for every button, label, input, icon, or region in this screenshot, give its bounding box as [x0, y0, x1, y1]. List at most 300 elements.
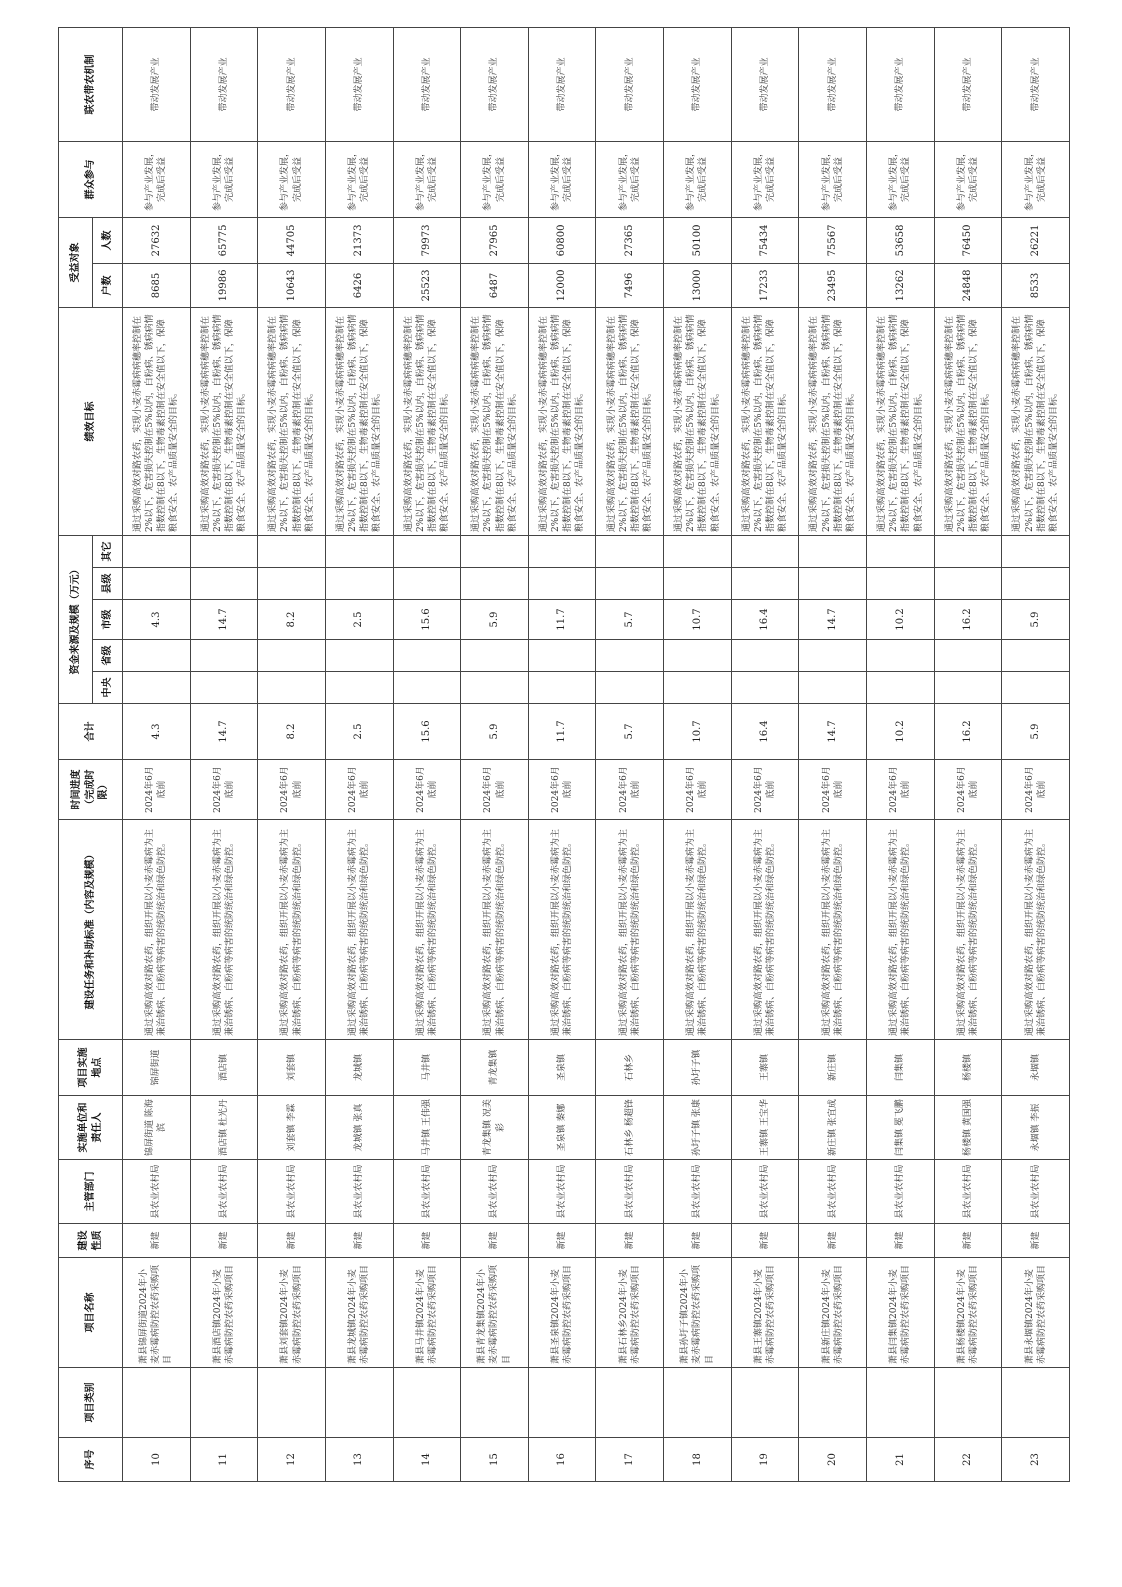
- cell-nature: 新建: [190, 1224, 258, 1258]
- cell-total: 5.9: [461, 704, 529, 760]
- cell-name: 萧县闫集镇2024年小麦赤霉病防控农药采购项目: [867, 1258, 935, 1368]
- cell-households: 12000: [528, 263, 596, 307]
- cell-total: 11.7: [528, 704, 596, 760]
- header-name: 项目名称: [59, 1258, 123, 1368]
- cell-households: 7496: [596, 263, 664, 307]
- cell-name: 萧县刘套镇2024年小麦赤霉病防控农药采购项目: [258, 1258, 326, 1368]
- cell-households: 6426: [325, 263, 393, 307]
- cell-central: [799, 672, 867, 704]
- cell-nature: 新建: [258, 1224, 326, 1258]
- header-location: 项目实施地点: [59, 1040, 123, 1096]
- header-beneficiaries-group: 受益对象: [59, 217, 93, 307]
- cell-dept: 县农业农村局: [934, 1160, 1002, 1224]
- cell-mechanism: 带动发展产业: [461, 27, 529, 141]
- cell-task: 通过采购高效对路农药，组织开展以小麦赤霉病为主兼治锈病、白粉病等病害的统防统治和绿色防控。: [596, 820, 664, 1040]
- cell-goal: 通过采购高效对路农药，实现小麦赤霉病病穗率控制在2%以下，危害损失控制在5%以内，白粉病、锈病病情指数控制在8以下，生物毒素控制在安全值以下，保障粮食安全、农产品质量安全的目标。: [664, 307, 732, 535]
- cell-time: 2024年6月底前: [258, 760, 326, 820]
- cell-time: 2024年6月底前: [799, 760, 867, 820]
- header-other: 其它: [93, 535, 123, 567]
- cell-category: [393, 1368, 461, 1438]
- cell-people: 27365: [596, 217, 664, 263]
- cell-mechanism: 带动发展产业: [867, 27, 935, 141]
- header-central: 中央: [93, 672, 123, 704]
- cell-people: 60800: [528, 217, 596, 263]
- cell-households: 8533: [1002, 263, 1070, 307]
- cell-unit: 青龙集镇 况美彩: [461, 1096, 529, 1160]
- cell-task: 通过采购高效对路农药，组织开展以小麦赤霉病为主兼治锈病、白粉病等病害的统防统治和绿色防控。: [393, 820, 461, 1040]
- cell-participation: 参与产业发展，完成后受益: [461, 141, 529, 217]
- cell-location: 酒店镇: [190, 1040, 258, 1096]
- cell-people: 53658: [867, 217, 935, 263]
- cell-total: 5.9: [1002, 704, 1070, 760]
- cell-mechanism: 带动发展产业: [190, 27, 258, 141]
- cell-province: [123, 640, 191, 672]
- cell-name: 萧县杨楼镇2024年小麦赤霉病防控农药采购项目: [934, 1258, 1002, 1368]
- cell-unit: 闫集镇 冕飞鹏: [867, 1096, 935, 1160]
- cell-category: [867, 1368, 935, 1438]
- table-row: [190, 27, 258, 1481]
- cell-participation: 参与产业发展，完成后受益: [393, 141, 461, 217]
- cell-name: 萧县酒店镇2024年小麦赤霉病防控农药采购项目: [190, 1258, 258, 1368]
- cell-location: 圣泉镇: [528, 1040, 596, 1096]
- cell-goal: 通过采购高效对路农药，实现小麦赤霉病病穗率控制在2%以下，危害损失控制在5%以内，白粉病、锈病病情指数控制在8以下，生物毒素控制在安全值以下，保障粮食安全、农产品质量安全的目标。: [934, 307, 1002, 535]
- cell-unit: 王寨镇 王宝华: [731, 1096, 799, 1160]
- cell-goal: 通过采购高效对路农药，实现小麦赤霉病病穗率控制在2%以下，危害损失控制在5%以内，白粉病、锈病病情指数控制在8以下，生物毒素控制在安全值以下，保障粮食安全、农产品质量安全的目标。: [325, 307, 393, 535]
- cell-seq: 18: [664, 1438, 732, 1482]
- header-unit: 实施单位和责任人: [59, 1096, 123, 1160]
- header-participation: 群众参与: [59, 141, 123, 217]
- cell-total: 4.3: [123, 704, 191, 760]
- cell-dept: 县农业农村局: [799, 1160, 867, 1224]
- table-row: [393, 27, 461, 1481]
- cell-total: 14.7: [799, 704, 867, 760]
- header-total: 合计: [59, 704, 123, 760]
- cell-unit: 锦屏街道 陈海滨: [123, 1096, 191, 1160]
- cell-seq: 11: [190, 1438, 258, 1482]
- cell-other: [799, 535, 867, 567]
- cell-other: [731, 535, 799, 567]
- cell-seq: 20: [799, 1438, 867, 1482]
- cell-people: 79973: [393, 217, 461, 263]
- cell-participation: 参与产业发展，完成后受益: [664, 141, 732, 217]
- cell-county: [461, 568, 529, 600]
- cell-households: 23495: [799, 263, 867, 307]
- cell-county: [325, 568, 393, 600]
- cell-task: 通过采购高效对路农药，组织开展以小麦赤霉病为主兼治锈病、白粉病等病害的统防统治和绿色防控。: [731, 820, 799, 1040]
- cell-other: [461, 535, 529, 567]
- cell-nature: 新建: [528, 1224, 596, 1258]
- cell-city: 14.7: [799, 600, 867, 640]
- header-households: 户数: [93, 263, 123, 307]
- cell-households: 24848: [934, 263, 1002, 307]
- cell-people: 21373: [325, 217, 393, 263]
- cell-task: 通过采购高效对路农药，组织开展以小麦赤霉病为主兼治锈病、白粉病等病害的统防统治和绿色防控。: [664, 820, 732, 1040]
- cell-category: [258, 1368, 326, 1438]
- cell-unit: 石林乡 杨超锋: [596, 1096, 664, 1160]
- cell-mechanism: 带动发展产业: [393, 27, 461, 141]
- cell-unit: 孙圩子镇 张康: [664, 1096, 732, 1160]
- cell-central: [731, 672, 799, 704]
- cell-name: 萧县青龙集镇2024年小麦赤霉病防控农药采购项目: [461, 1258, 529, 1368]
- cell-participation: 参与产业发展，完成后受益: [867, 141, 935, 217]
- table-row: [528, 27, 596, 1481]
- cell-county: [393, 568, 461, 600]
- cell-total: 8.2: [258, 704, 326, 760]
- cell-goal: 通过采购高效对路农药，实现小麦赤霉病病穗率控制在2%以下，危害损失控制在5%以内，白粉病、锈病病情指数控制在8以下，生物毒素控制在安全值以下，保障粮食安全、农产品质量安全的目标。: [596, 307, 664, 535]
- cell-mechanism: 带动发展产业: [123, 27, 191, 141]
- cell-category: [325, 1368, 393, 1438]
- cell-city: 10.2: [867, 600, 935, 640]
- cell-time: 2024年6月底前: [867, 760, 935, 820]
- cell-county: [664, 568, 732, 600]
- cell-mechanism: 带动发展产业: [731, 27, 799, 141]
- cell-city: 16.2: [934, 600, 1002, 640]
- cell-city: 4.3: [123, 600, 191, 640]
- cell-people: 50100: [664, 217, 732, 263]
- cell-goal: 通过采购高效对路农药，实现小麦赤霉病病穗率控制在2%以下，危害损失控制在5%以内，白粉病、锈病病情指数控制在8以下，生物毒素控制在安全值以下，保障粮食安全、农产品质量安全的目标。: [528, 307, 596, 535]
- cell-other: [1002, 535, 1070, 567]
- cell-mechanism: 带动发展产业: [664, 27, 732, 141]
- cell-total: 2.5: [325, 704, 393, 760]
- header-county: 县级: [93, 568, 123, 600]
- cell-seq: 22: [934, 1438, 1002, 1482]
- cell-participation: 参与产业发展，完成后受益: [190, 141, 258, 217]
- cell-category: [596, 1368, 664, 1438]
- cell-households: 25523: [393, 263, 461, 307]
- cell-unit: 龙城镇 张真: [325, 1096, 393, 1160]
- rotated-table-wrapper: [58, 54, 1070, 1482]
- header-task: 建设任务和补助标准（内容及规模）: [59, 820, 123, 1040]
- cell-total: 10.7: [664, 704, 732, 760]
- cell-province: [867, 640, 935, 672]
- header-city: 市级: [93, 600, 123, 640]
- cell-total: 5.7: [596, 704, 664, 760]
- cell-category: [528, 1368, 596, 1438]
- cell-name: 萧县锦屏街道2024年小麦赤霉病防控农药采购项目: [123, 1258, 191, 1368]
- cell-participation: 参与产业发展，完成后受益: [596, 141, 664, 217]
- cell-county: [799, 568, 867, 600]
- cell-people: 75567: [799, 217, 867, 263]
- header-people: 人数: [93, 217, 123, 263]
- cell-nature: 新建: [596, 1224, 664, 1258]
- table-row: [867, 27, 935, 1481]
- cell-category: [799, 1368, 867, 1438]
- cell-total: 16.2: [934, 704, 1002, 760]
- cell-province: [528, 640, 596, 672]
- cell-province: [190, 640, 258, 672]
- cell-city: 5.7: [596, 600, 664, 640]
- cell-other: [596, 535, 664, 567]
- table-row: [325, 27, 393, 1481]
- cell-households: 13262: [867, 263, 935, 307]
- cell-participation: 参与产业发展，完成后受益: [325, 141, 393, 217]
- cell-time: 2024年6月底前: [325, 760, 393, 820]
- cell-nature: 新建: [461, 1224, 529, 1258]
- cell-name: 萧县孙圩子镇2024年小麦赤霉病防控农药采购项目: [664, 1258, 732, 1368]
- cell-people: 27632: [123, 217, 191, 263]
- cell-province: [664, 640, 732, 672]
- cell-other: [258, 535, 326, 567]
- cell-central: [867, 672, 935, 704]
- cell-households: 10643: [258, 263, 326, 307]
- cell-name: 萧县龙城镇2024年小麦赤霉病防控农药采购项目: [325, 1258, 393, 1368]
- cell-people: 65775: [190, 217, 258, 263]
- cell-participation: 参与产业发展，完成后受益: [731, 141, 799, 217]
- header-category: 项目类别: [59, 1368, 123, 1438]
- cell-task: 通过采购高效对路农药，组织开展以小麦赤霉病为主兼治锈病、白粉病等病害的统防统治和绿色防控。: [799, 820, 867, 1040]
- cell-name: 萧县马井镇2024年小麦赤霉病防控农药采购项目: [393, 1258, 461, 1368]
- cell-central: [461, 672, 529, 704]
- cell-other: [393, 535, 461, 567]
- cell-time: 2024年6月底前: [190, 760, 258, 820]
- cell-goal: 通过采购高效对路农药，实现小麦赤霉病病穗率控制在2%以下，危害损失控制在5%以内，白粉病、锈病病情指数控制在8以下，生物毒素控制在安全值以下，保障粮食安全、农产品质量安全的目标。: [867, 307, 935, 535]
- cell-goal: 通过采购高效对路农药，实现小麦赤霉病病穗率控制在2%以下，危害损失控制在5%以内，白粉病、锈病病情指数控制在8以下，生物毒素控制在安全值以下，保障粮食安全、农产品质量安全的目标。: [461, 307, 529, 535]
- cell-time: 2024年6月底前: [1002, 760, 1070, 820]
- cell-city: 16.4: [731, 600, 799, 640]
- cell-location: 青龙集镇: [461, 1040, 529, 1096]
- cell-category: [461, 1368, 529, 1438]
- cell-location: 锦屏街道: [123, 1040, 191, 1096]
- table-row: [664, 27, 732, 1481]
- cell-nature: 新建: [731, 1224, 799, 1258]
- cell-name: 萧县新庄镇2024年小麦赤霉病防控农药采购项目: [799, 1258, 867, 1368]
- header-time: 时间进度（完成时限）: [59, 760, 123, 820]
- cell-county: [1002, 568, 1070, 600]
- cell-province: [325, 640, 393, 672]
- cell-nature: 新建: [934, 1224, 1002, 1258]
- cell-total: 15.6: [393, 704, 461, 760]
- cell-seq: 21: [867, 1438, 935, 1482]
- table-body: [123, 27, 1070, 1481]
- cell-city: 5.9: [1002, 600, 1070, 640]
- cell-other: [123, 535, 191, 567]
- cell-unit: 永堌镇 李振: [1002, 1096, 1070, 1160]
- table-row: [731, 27, 799, 1481]
- cell-households: 6487: [461, 263, 529, 307]
- cell-participation: 参与产业发展，完成后受益: [1002, 141, 1070, 217]
- cell-other: [664, 535, 732, 567]
- cell-seq: 10: [123, 1438, 191, 1482]
- cell-other: [934, 535, 1002, 567]
- cell-location: 闫集镇: [867, 1040, 935, 1096]
- cell-city: 15.6: [393, 600, 461, 640]
- cell-city: 2.5: [325, 600, 393, 640]
- cell-people: 26221: [1002, 217, 1070, 263]
- cell-people: 44705: [258, 217, 326, 263]
- header-mechanism: 联农带农机制: [59, 27, 123, 141]
- cell-task: 通过采购高效对路农药，组织开展以小麦赤霉病为主兼治锈病、白粉病等病害的统防统治和绿色防控。: [461, 820, 529, 1040]
- cell-time: 2024年6月底前: [123, 760, 191, 820]
- cell-nature: 新建: [1002, 1224, 1070, 1258]
- cell-central: [934, 672, 1002, 704]
- cell-task: 通过采购高效对路农药，组织开展以小麦赤霉病为主兼治锈病、白粉病等病害的统防统治和绿色防控。: [325, 820, 393, 1040]
- cell-central: [528, 672, 596, 704]
- cell-county: [190, 568, 258, 600]
- cell-people: 75434: [731, 217, 799, 263]
- cell-goal: 通过采购高效对路农药，实现小麦赤霉病病穗率控制在2%以下，危害损失控制在5%以内，白粉病、锈病病情指数控制在8以下，生物毒素控制在安全值以下，保障粮食安全、农产品质量安全的目标。: [393, 307, 461, 535]
- cell-task: 通过采购高效对路农药，组织开展以小麦赤霉病为主兼治锈病、白粉病等病害的统防统治和绿色防控。: [528, 820, 596, 1040]
- cell-category: [934, 1368, 1002, 1438]
- cell-unit: 新庄镇 张宜成: [799, 1096, 867, 1160]
- header-row-1: [59, 27, 93, 1481]
- cell-dept: 县农业农村局: [1002, 1160, 1070, 1224]
- cell-time: 2024年6月底前: [596, 760, 664, 820]
- cell-province: [731, 640, 799, 672]
- cell-province: [799, 640, 867, 672]
- cell-total: 10.2: [867, 704, 935, 760]
- cell-other: [528, 535, 596, 567]
- cell-dept: 县农业农村局: [731, 1160, 799, 1224]
- cell-mechanism: 带动发展产业: [528, 27, 596, 141]
- cell-nature: 新建: [664, 1224, 732, 1258]
- cell-dept: 县农业农村局: [190, 1160, 258, 1224]
- cell-county: [731, 568, 799, 600]
- cell-central: [664, 672, 732, 704]
- header-goal: 绩效目标: [59, 307, 123, 535]
- cell-category: [190, 1368, 258, 1438]
- cell-mechanism: 带动发展产业: [258, 27, 326, 141]
- cell-task: 通过采购高效对路农药，组织开展以小麦赤霉病为主兼治锈病、白粉病等病害的统防统治和绿色防控。: [258, 820, 326, 1040]
- cell-name: 萧县石林乡2024年小麦赤霉病防控农药采购项目: [596, 1258, 664, 1368]
- cell-province: [934, 640, 1002, 672]
- table-row: [934, 27, 1002, 1481]
- cell-city: 14.7: [190, 600, 258, 640]
- cell-dept: 县农业农村局: [461, 1160, 529, 1224]
- cell-time: 2024年6月底前: [393, 760, 461, 820]
- cell-seq: 12: [258, 1438, 326, 1482]
- cell-households: 17233: [731, 263, 799, 307]
- cell-goal: 通过采购高效对路农药，实现小麦赤霉病病穗率控制在2%以下，危害损失控制在5%以内，白粉病、锈病病情指数控制在8以下，生物毒素控制在安全值以下，保障粮食安全、农产品质量安全的目标。: [258, 307, 326, 535]
- cell-task: 通过采购高效对路农药，组织开展以小麦赤霉病为主兼治锈病、白粉病等病害的统防统治和绿色防控。: [123, 820, 191, 1040]
- table-row: [799, 27, 867, 1481]
- cell-goal: 通过采购高效对路农药，实现小麦赤霉病病穗率控制在2%以下，危害损失控制在5%以内，白粉病、锈病病情指数控制在8以下，生物毒素控制在安全值以下，保障粮食安全、农产品质量安全的目标。: [1002, 307, 1070, 535]
- cell-time: 2024年6月底前: [528, 760, 596, 820]
- cell-seq: 19: [731, 1438, 799, 1482]
- cell-participation: 参与产业发展，完成后受益: [799, 141, 867, 217]
- cell-seq: 14: [393, 1438, 461, 1482]
- cell-goal: 通过采购高效对路农药，实现小麦赤霉病病穗率控制在2%以下，危害损失控制在5%以内，白粉病、锈病病情指数控制在8以下，生物毒素控制在安全值以下，保障粮食安全、农产品质量安全的目标。: [731, 307, 799, 535]
- cell-county: [258, 568, 326, 600]
- cell-total: 16.4: [731, 704, 799, 760]
- cell-location: 新庄镇: [799, 1040, 867, 1096]
- cell-city: 5.9: [461, 600, 529, 640]
- cell-province: [1002, 640, 1070, 672]
- cell-mechanism: 带动发展产业: [934, 27, 1002, 141]
- cell-seq: 16: [528, 1438, 596, 1482]
- cell-central: [258, 672, 326, 704]
- cell-name: 萧县王寨镇2024年小麦赤霉病防控农药采购项目: [731, 1258, 799, 1368]
- project-table: [58, 27, 1070, 1482]
- cell-participation: 参与产业发展，完成后受益: [258, 141, 326, 217]
- cell-central: [123, 672, 191, 704]
- cell-province: [596, 640, 664, 672]
- cell-location: 杨楼镇: [934, 1040, 1002, 1096]
- cell-county: [867, 568, 935, 600]
- cell-time: 2024年6月底前: [664, 760, 732, 820]
- cell-central: [1002, 672, 1070, 704]
- cell-name: 萧县圣泉镇2024年小麦赤霉病防控农药采购项目: [528, 1258, 596, 1368]
- cell-nature: 新建: [325, 1224, 393, 1258]
- cell-location: 王寨镇: [731, 1040, 799, 1096]
- header-nature: 建设性质: [59, 1224, 123, 1258]
- cell-central: [393, 672, 461, 704]
- cell-location: 石林乡: [596, 1040, 664, 1096]
- cell-dept: 县农业农村局: [867, 1160, 935, 1224]
- cell-central: [190, 672, 258, 704]
- cell-seq: 15: [461, 1438, 529, 1482]
- header-province: 省级: [93, 640, 123, 672]
- cell-time: 2024年6月底前: [731, 760, 799, 820]
- cell-unit: 酒店镇 杜光丹: [190, 1096, 258, 1160]
- cell-county: [934, 568, 1002, 600]
- cell-location: 孙圩子镇: [664, 1040, 732, 1096]
- cell-unit: 刘套镇 李霖: [258, 1096, 326, 1160]
- cell-central: [325, 672, 393, 704]
- cell-other: [867, 535, 935, 567]
- cell-location: 马井镇: [393, 1040, 461, 1096]
- cell-dept: 县农业农村局: [123, 1160, 191, 1224]
- cell-location: 刘套镇: [258, 1040, 326, 1096]
- cell-other: [190, 535, 258, 567]
- cell-time: 2024年6月底前: [461, 760, 529, 820]
- cell-county: [528, 568, 596, 600]
- cell-location: 龙城镇: [325, 1040, 393, 1096]
- cell-nature: 新建: [123, 1224, 191, 1258]
- cell-name: 萧县永堌镇2024年小麦赤霉病防控农药采购项目: [1002, 1258, 1070, 1368]
- cell-county: [123, 568, 191, 600]
- cell-people: 27965: [461, 217, 529, 263]
- cell-city: 10.7: [664, 600, 732, 640]
- cell-dept: 县农业农村局: [325, 1160, 393, 1224]
- cell-dept: 县农业农村局: [528, 1160, 596, 1224]
- cell-unit: 马井镇 王伟强: [393, 1096, 461, 1160]
- cell-central: [596, 672, 664, 704]
- cell-province: [258, 640, 326, 672]
- header-dept: 主管部门: [59, 1160, 123, 1224]
- header-funds-group: 资金来源及规模（万元）: [59, 535, 93, 703]
- cell-category: [731, 1368, 799, 1438]
- cell-mechanism: 带动发展产业: [596, 27, 664, 141]
- cell-city: 11.7: [528, 600, 596, 640]
- cell-participation: 参与产业发展，完成后受益: [528, 141, 596, 217]
- cell-unit: 杨楼镇 黄国强: [934, 1096, 1002, 1160]
- cell-category: [1002, 1368, 1070, 1438]
- table-row: [258, 27, 326, 1481]
- cell-goal: 通过采购高效对路农药，实现小麦赤霉病病穗率控制在2%以下，危害损失控制在5%以内，白粉病、锈病病情指数控制在8以下，生物毒素控制在安全值以下，保障粮食安全、农产品质量安全的目标。: [190, 307, 258, 535]
- cell-other: [325, 535, 393, 567]
- cell-seq: 23: [1002, 1438, 1070, 1482]
- cell-time: 2024年6月底前: [934, 760, 1002, 820]
- cell-dept: 县农业农村局: [596, 1160, 664, 1224]
- cell-mechanism: 带动发展产业: [325, 27, 393, 141]
- cell-unit: 圣泉镇 秦娜: [528, 1096, 596, 1160]
- cell-province: [461, 640, 529, 672]
- cell-seq: 13: [325, 1438, 393, 1482]
- cell-category: [123, 1368, 191, 1438]
- header-seq: 序号: [59, 1438, 123, 1482]
- cell-task: 通过采购高效对路农药，组织开展以小麦赤霉病为主兼治锈病、白粉病等病害的统防统治和绿色防控。: [867, 820, 935, 1040]
- cell-category: [664, 1368, 732, 1438]
- cell-total: 14.7: [190, 704, 258, 760]
- cell-participation: 参与产业发展，完成后受益: [123, 141, 191, 217]
- cell-location: 永堌镇: [1002, 1040, 1070, 1096]
- cell-seq: 17: [596, 1438, 664, 1482]
- table-row: [461, 27, 529, 1481]
- cell-goal: 通过采购高效对路农药，实现小麦赤霉病病穗率控制在2%以下，危害损失控制在5%以内，白粉病、锈病病情指数控制在8以下，生物毒素控制在安全值以下，保障粮食安全、农产品质量安全的目标。: [123, 307, 191, 535]
- cell-county: [596, 568, 664, 600]
- cell-goal: 通过采购高效对路农药，实现小麦赤霉病病穗率控制在2%以下，危害损失控制在5%以内，白粉病、锈病病情指数控制在8以下，生物毒素控制在安全值以下，保障粮食安全、农产品质量安全的目标。: [799, 307, 867, 535]
- table-row: [1002, 27, 1070, 1481]
